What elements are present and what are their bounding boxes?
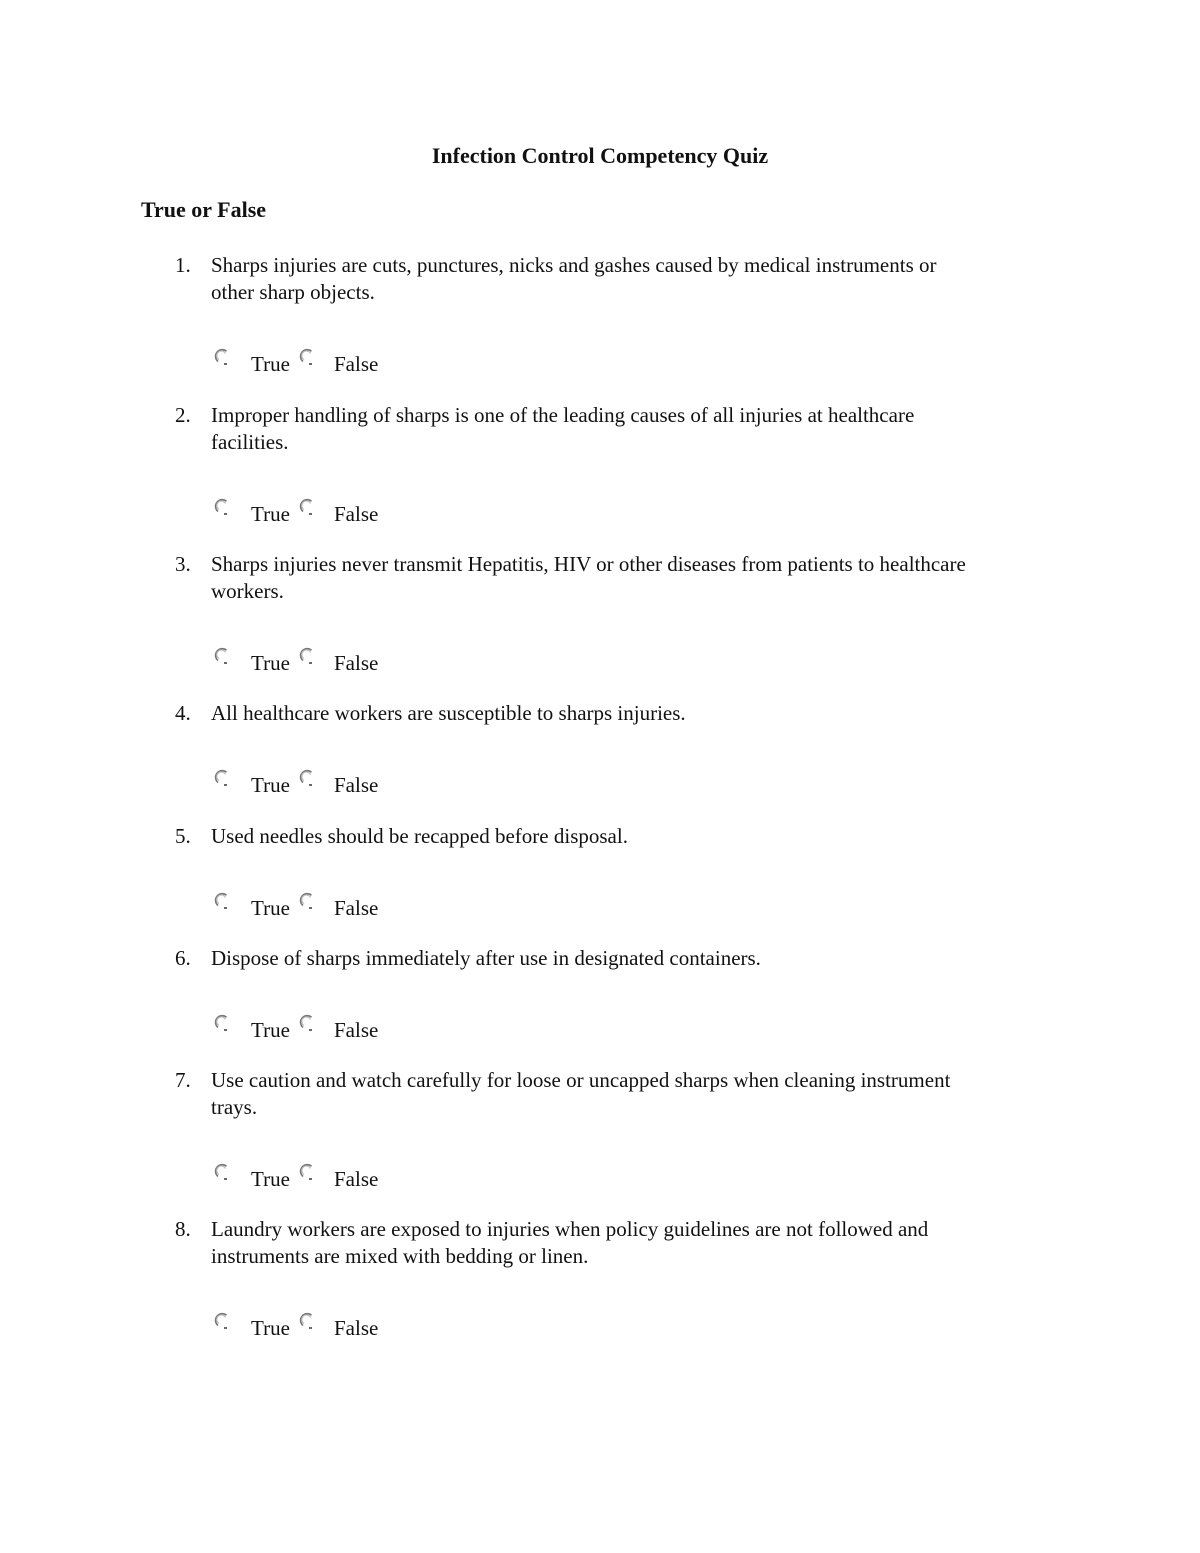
- option-true-label: True: [251, 773, 290, 797]
- radio-true[interactable]: [212, 890, 234, 916]
- question-number: 4.: [175, 701, 191, 725]
- question-text-line: Dispose of sharps immediately after use in designated containers.: [211, 946, 761, 970]
- radio-icon: [297, 1012, 319, 1038]
- radio-icon: [212, 767, 234, 793]
- radio-false[interactable]: [297, 1012, 319, 1038]
- radio-icon: [212, 890, 234, 916]
- question-text-line: instruments are mixed with bedding or linen.: [211, 1244, 589, 1268]
- radio-icon: [212, 1161, 234, 1187]
- radio-icon: [297, 346, 319, 372]
- option-false-label: False: [334, 896, 379, 920]
- question-text: [211, 823, 1071, 850]
- radio-true[interactable]: [212, 1161, 234, 1187]
- question-text: [211, 1067, 1071, 1121]
- question-text: [211, 551, 1071, 605]
- option-true-label: True: [251, 1018, 290, 1042]
- radio-true[interactable]: [212, 767, 234, 793]
- answer-options: [0, 645, 600, 685]
- option-false-label: False: [334, 773, 379, 797]
- option-true-label: True: [251, 651, 290, 675]
- radio-true[interactable]: [212, 1310, 234, 1336]
- radio-false[interactable]: [297, 496, 319, 522]
- option-false-label: False: [334, 352, 379, 376]
- option-false-label: False: [334, 502, 379, 526]
- question-text-line: workers.: [211, 579, 284, 603]
- question-text-line: Laundry workers are exposed to injuries when policy guidelines are not followed and: [211, 1217, 929, 1241]
- section-heading: True or False: [141, 197, 267, 222]
- option-true-label: True: [251, 896, 290, 920]
- radio-true[interactable]: [212, 1012, 234, 1038]
- question-number: 5.: [175, 824, 191, 848]
- answer-options: [0, 1161, 600, 1201]
- answer-options: [0, 767, 600, 807]
- question-number: 6.: [175, 946, 191, 970]
- option-false-label: False: [334, 1316, 379, 1340]
- radio-false[interactable]: [297, 767, 319, 793]
- radio-icon: [212, 1012, 234, 1038]
- question-text-line: Sharps injuries never transmit Hepatitis, HIV or other diseases from patients to healthcare: [211, 552, 966, 576]
- radio-icon: [297, 496, 319, 522]
- radio-icon: [212, 1310, 234, 1336]
- radio-false[interactable]: [297, 890, 319, 916]
- question-text: [211, 1216, 1071, 1270]
- question-text-line: Use caution and watch carefully for loose or uncapped sharps when cleaning instrument: [211, 1068, 951, 1092]
- radio-true[interactable]: [212, 645, 234, 671]
- option-false-label: False: [334, 651, 379, 675]
- radio-false[interactable]: [297, 645, 319, 671]
- radio-false[interactable]: [297, 1310, 319, 1336]
- question-text: [211, 402, 1071, 456]
- radio-icon: [212, 496, 234, 522]
- radio-icon: [212, 645, 234, 671]
- page-title: Infection Control Competency Quiz: [431, 143, 769, 168]
- radio-icon: [212, 346, 234, 372]
- question-text-line: All healthcare workers are susceptible to sharps injuries.: [211, 701, 686, 725]
- option-false-label: False: [334, 1018, 379, 1042]
- radio-icon: [297, 767, 319, 793]
- radio-icon: [297, 890, 319, 916]
- question-number: 3.: [175, 552, 191, 576]
- question-number: 7.: [175, 1068, 191, 1092]
- option-true-label: True: [251, 502, 290, 526]
- radio-true[interactable]: [212, 346, 234, 372]
- radio-icon: [297, 645, 319, 671]
- question-number: 2.: [175, 403, 191, 427]
- option-true-label: True: [251, 352, 290, 376]
- question-text-line: other sharp objects.: [211, 280, 375, 304]
- question-text-line: facilities.: [211, 430, 289, 454]
- option-true-label: True: [251, 1167, 290, 1191]
- answer-options: [0, 1012, 600, 1052]
- question-text-line: Improper handling of sharps is one of the leading causes of all injuries at healthcare: [211, 403, 915, 427]
- radio-false[interactable]: [297, 346, 319, 372]
- radio-true[interactable]: [212, 496, 234, 522]
- question-text: [211, 700, 1071, 727]
- option-false-label: False: [334, 1167, 379, 1191]
- question-text: [211, 945, 1071, 972]
- question-text-line: Used needles should be recapped before disposal.: [211, 824, 628, 848]
- answer-options: [0, 346, 600, 386]
- option-true-label: True: [251, 1316, 290, 1340]
- radio-false[interactable]: [297, 1161, 319, 1187]
- question-number: 8.: [175, 1217, 191, 1241]
- question-text-line: trays.: [211, 1095, 258, 1119]
- answer-options: [0, 1310, 600, 1350]
- radio-icon: [297, 1310, 319, 1336]
- question-text: [211, 252, 1071, 306]
- answer-options: [0, 890, 600, 930]
- question-number: 1.: [175, 253, 191, 277]
- radio-icon: [297, 1161, 319, 1187]
- question-text-line: Sharps injuries are cuts, punctures, nicks and gashes caused by medical instruments or: [211, 253, 937, 277]
- answer-options: [0, 496, 600, 536]
